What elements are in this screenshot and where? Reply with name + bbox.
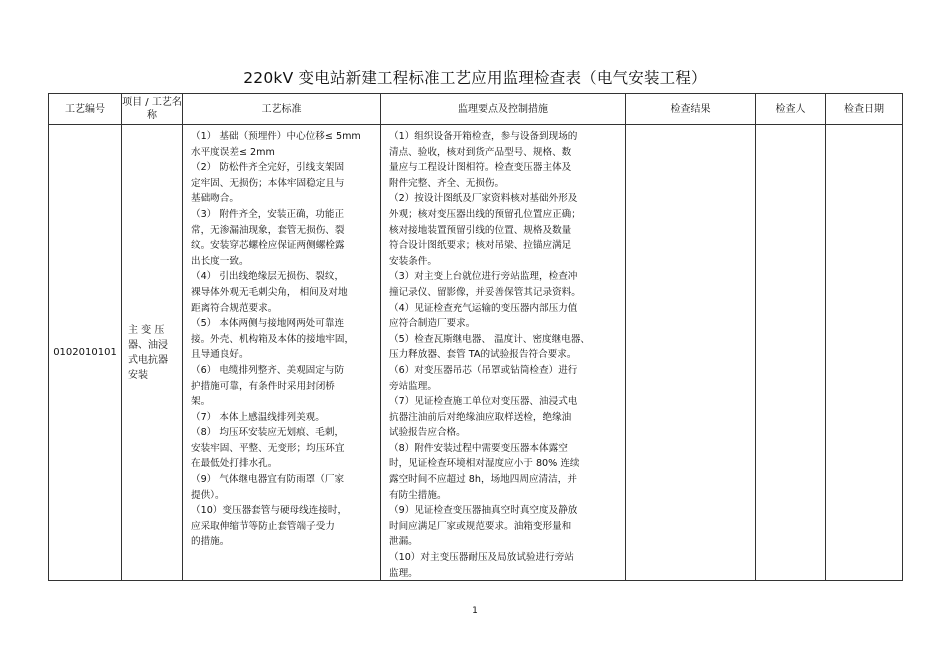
supervision-lines <box>389 129 619 579</box>
text-line: 时，见证检查环境相对湿度应小于 80% 连续 <box>389 458 580 470</box>
header-date: 检查日期 <box>826 94 903 125</box>
text-line: 架。 <box>191 396 211 408</box>
text-line: 纹。安装穿芯螺栓应保证两侧螺栓露 <box>191 240 345 252</box>
text-line: 试验报告应合格。 <box>389 427 466 439</box>
text-line: 安装牢固、平整、无变形；均压环宜 <box>191 442 345 454</box>
cell-result[interactable] <box>626 125 756 581</box>
table-header-row <box>49 94 903 125</box>
text-line: （2） 防松件齐全完好，引线支架固 <box>191 162 345 174</box>
text-line: （9） 气体继电器宜有防雨罩（厂家 <box>191 474 345 486</box>
text-line: 露空时间不应超过 8h，场地四周应清洁，并 <box>389 474 577 486</box>
text-line: （9）见证检查变压器抽真空时真空度及静放 <box>389 505 578 517</box>
text-line: （6） 电缆排列整齐、美观固定与防 <box>191 364 345 376</box>
text-line: 水平度误差≤ 2mm <box>191 146 275 158</box>
text-line: 附件完整、齐全、无损伤。 <box>389 177 505 189</box>
text-line: 提供）。 <box>191 489 225 501</box>
text-line: （8） 均压环安装应无划痕、毛刺， <box>191 427 345 439</box>
text-line: 护措施可靠，有条件时采用封闭桥 <box>191 380 335 392</box>
header-code: 工艺编号 <box>49 94 122 125</box>
text-line: 旁站监理。 <box>389 380 437 392</box>
text-line: （3） 附件齐全，安装正确，功能正 <box>191 208 345 220</box>
cell-standard <box>183 125 381 581</box>
text-line: 安装条件。 <box>389 255 437 267</box>
header-standard: 工艺标准 <box>183 94 381 125</box>
text-line: 接。外壳、机构箱及本体的接地牢固， <box>191 333 355 345</box>
text-line: 监理。 <box>389 567 418 579</box>
text-line: 裸导体外观无毛刺尖角， 相间及对地 <box>191 286 348 298</box>
text-line: （4）见证检查充气运输的变压器内部压力值 <box>389 302 578 314</box>
text-line: 压力释放器、套管 TA的试验报告符合要求。 <box>389 349 577 361</box>
text-line: 在最低处打排水孔。 <box>191 458 278 470</box>
text-line: （4） 引出线绝缘层无损伤、裂纹， <box>191 271 345 283</box>
text-line: 符合设计图纸要求；核对吊梁、拉锚应满足 <box>389 240 572 252</box>
text-line: 应采取伸缩节等防止套管端子受力 <box>191 520 335 532</box>
text-line: 应符合制造厂要求。 <box>389 318 476 330</box>
text-line: 外观；核对变压器出线的预留孔位置应正确； <box>389 208 581 220</box>
table-row <box>49 125 903 581</box>
text-line: （3）对主变上台就位进行旁站监理，检查冲 <box>389 271 578 283</box>
text-line: （5） 本体两侧与接地网两处可靠连 <box>191 318 345 330</box>
text-line: （1）组织设备开箱检查，参与设备到现场的 <box>389 131 578 142</box>
text-line: （10）变压器套管与硬母线连接时， <box>191 505 348 517</box>
text-line: 时间应满足厂家或规范要求。油箱变形量和 <box>389 520 572 532</box>
text-line: 常，无渗漏油现象，套管无损伤、裂 <box>191 224 345 236</box>
standard-lines <box>191 129 374 548</box>
text-line: 量应与工程设计图相符。检查变压器主体及 <box>389 162 572 174</box>
header-supervision: 监理要点及控制措施 <box>381 94 626 125</box>
header-inspector: 检查人 <box>756 94 826 125</box>
text-line: 泄漏。 <box>389 536 418 548</box>
text-line: 撞记录仪、留影像，并妥善保管其记录资料。 <box>389 286 581 298</box>
page-number: 1 <box>472 606 478 616</box>
header-result: 检查结果 <box>626 94 756 125</box>
cell-supervision <box>381 125 626 581</box>
cell-inspector[interactable] <box>756 125 826 581</box>
text-line: （10）对主变压器耐压及局放试验进行旁站 <box>389 552 574 564</box>
text-line: （7） 本体上感温线排列美观。 <box>191 411 325 423</box>
text-line: 抗器注油前后对绝缘油应取样送检，绝缘油 <box>389 411 572 423</box>
text-line: 的措施。 <box>191 536 230 548</box>
cell-date[interactable] <box>826 125 903 581</box>
text-line: 基础吻合。 <box>191 193 239 205</box>
text-line: 清点、验收，核对到货产品型号、规格、数 <box>389 146 572 158</box>
text-line: （7）见证检查施工单位对变压器、油浸式电 <box>389 396 578 408</box>
text-line: （2）按设计图纸及厂家资料核对基础外形及 <box>389 193 578 205</box>
cell-name: 主 变 压 器、油浸 式电抗器 安装 <box>122 125 183 581</box>
cell-code: 0102010101 <box>49 125 122 581</box>
text-line: 定牢固、无损伤；本体牢固稳定且与 <box>191 177 345 189</box>
text-line: 核对接地装置预留引线的位置、规格及数量 <box>389 224 572 236</box>
text-line: 距离符合规范要求。 <box>191 302 278 314</box>
text-line: 且导通良好。 <box>191 349 249 361</box>
text-line: （6）对变压器吊芯（吊罩或钻筒检查）进行 <box>389 364 578 376</box>
text-line: 有防尘措施。 <box>389 489 447 501</box>
inspection-table <box>48 93 903 581</box>
text-line: （5）检查瓦斯继电器、 温度计、密度继电器、 <box>389 333 591 345</box>
text-line: 出长度一致。 <box>191 255 249 267</box>
header-name: 项目 / 工艺名称 <box>122 94 183 125</box>
text-line: （1） 基础（预埋件）中心位移≤ 5mm <box>191 131 361 142</box>
text-line: （8）附件安装过程中需要变压器本体露空 <box>389 442 568 454</box>
document-title: 220kV 变电站新建工程标准工艺应用监理检查表（电气安装工程） <box>243 69 707 87</box>
